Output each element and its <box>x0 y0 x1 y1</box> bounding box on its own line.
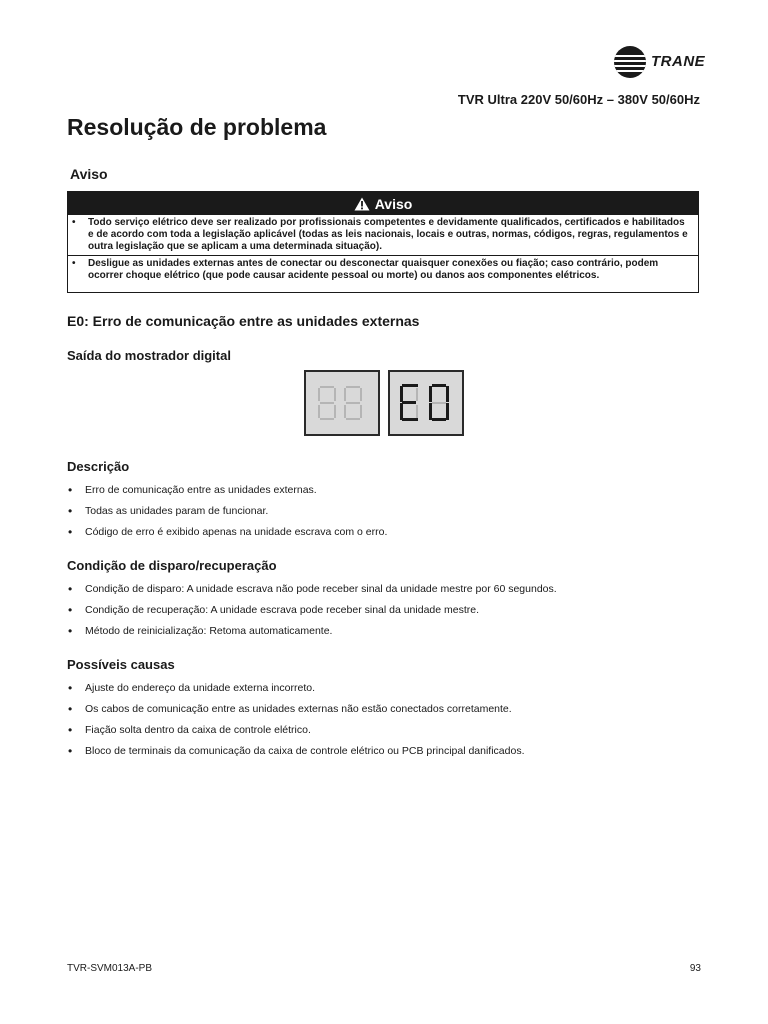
list-item: • Bloco de terminais da comunicação da caixa de controle elétrico ou PCB principal danificados. <box>67 744 525 765</box>
aviso-heading: Aviso <box>70 166 108 182</box>
display-left-digits <box>306 372 378 434</box>
list-item: • Ajuste do endereço da unidade externa incorreto. <box>67 681 525 702</box>
list-item: • Os cabos de comunicação entre as unidades externas não estão conectados corretamente. <box>67 702 525 723</box>
warning-item-text: Todo serviço elétrico deve ser realizado por profissionais competentes e devidamente qualificados, certificados e habilitados e de acordo com toda a legislação aplicável (todas as leis nacionais, locais e outras, normas, códigos, regras, regulamentos e outra legislação que se aplicam a uma determinada situação). <box>88 217 688 252</box>
warning-header <box>68 192 698 215</box>
display-heading: Saída do mostrador digital <box>67 348 231 363</box>
logo-text: TRANE <box>651 53 706 70</box>
display-right-digits <box>390 372 462 434</box>
list-item: • Fiação solta dentro da caixa de controle elétrico. <box>67 723 525 744</box>
page-number: 93 <box>689 963 701 974</box>
error-section-title: E0: Erro de comunicação entre as unidades externas <box>67 313 420 329</box>
causes-list <box>67 681 525 765</box>
warning-item: • Todo serviço elétrico deve ser realizado por profissionais competentes e devidamente qualificados, certificados e habilitados e de acordo com toda a legislação aplicável (todas as leis nacionais, locais e outras, normas, códigos, regras, regulamentos e outra legislação que se aplicam a uma determinada situação). <box>68 215 698 255</box>
page-title: Resolução de problema <box>67 114 327 140</box>
warning-box <box>67 191 699 293</box>
list-item: • Todas as unidades param de funcionar. <box>67 504 387 525</box>
warning-item: • Desligue as unidades externas antes de conectar ou desconectar quaisquer conexões ou fiação; caso contrário, podem ocorrer choque elétrico (que pode causar acidente pessoal ou morte) ou danos aos componentes elétricos. <box>68 255 698 284</box>
trane-logo-icon <box>614 46 646 78</box>
warning-triangle-icon <box>354 197 370 211</box>
list-item: • Condição de disparo: A unidade escrava não pode receber sinal da unidade mestre por 60 segundos. <box>67 582 557 603</box>
trigger-heading: Condição de disparo/recuperação <box>67 558 277 573</box>
list-item: • Método de reinicialização: Retoma automaticamente. <box>67 624 557 645</box>
list-item: • Erro de comunicação entre as unidades externas. <box>67 483 387 504</box>
display-left <box>304 370 380 436</box>
list-item: • Condição de recuperação: A unidade escrava pode receber sinal da unidade mestre. <box>67 603 557 624</box>
trigger-list <box>67 582 557 645</box>
description-heading: Descrição <box>67 459 130 474</box>
document-subtitle: TVR Ultra 220V 50/60Hz – 380V 50/60Hz <box>457 92 700 107</box>
footer-doc-code: TVR-SVM013A-PB <box>67 963 153 974</box>
causes-heading: Possíveis causas <box>67 657 175 672</box>
trane-logo <box>614 46 704 78</box>
warning-item-text: Desligue as unidades externas antes de conectar ou desconectar quaisquer conexões ou fiação; caso contrário, podem ocorrer choque elétrico (que pode causar acidente pessoal ou morte) ou danos aos componentes elétricos. <box>88 258 659 281</box>
description-list <box>67 483 387 546</box>
display-right <box>388 370 464 436</box>
list-item: • Código de erro é exibido apenas na unidade escrava com o erro. <box>67 525 387 546</box>
warning-title: Aviso <box>374 195 413 212</box>
